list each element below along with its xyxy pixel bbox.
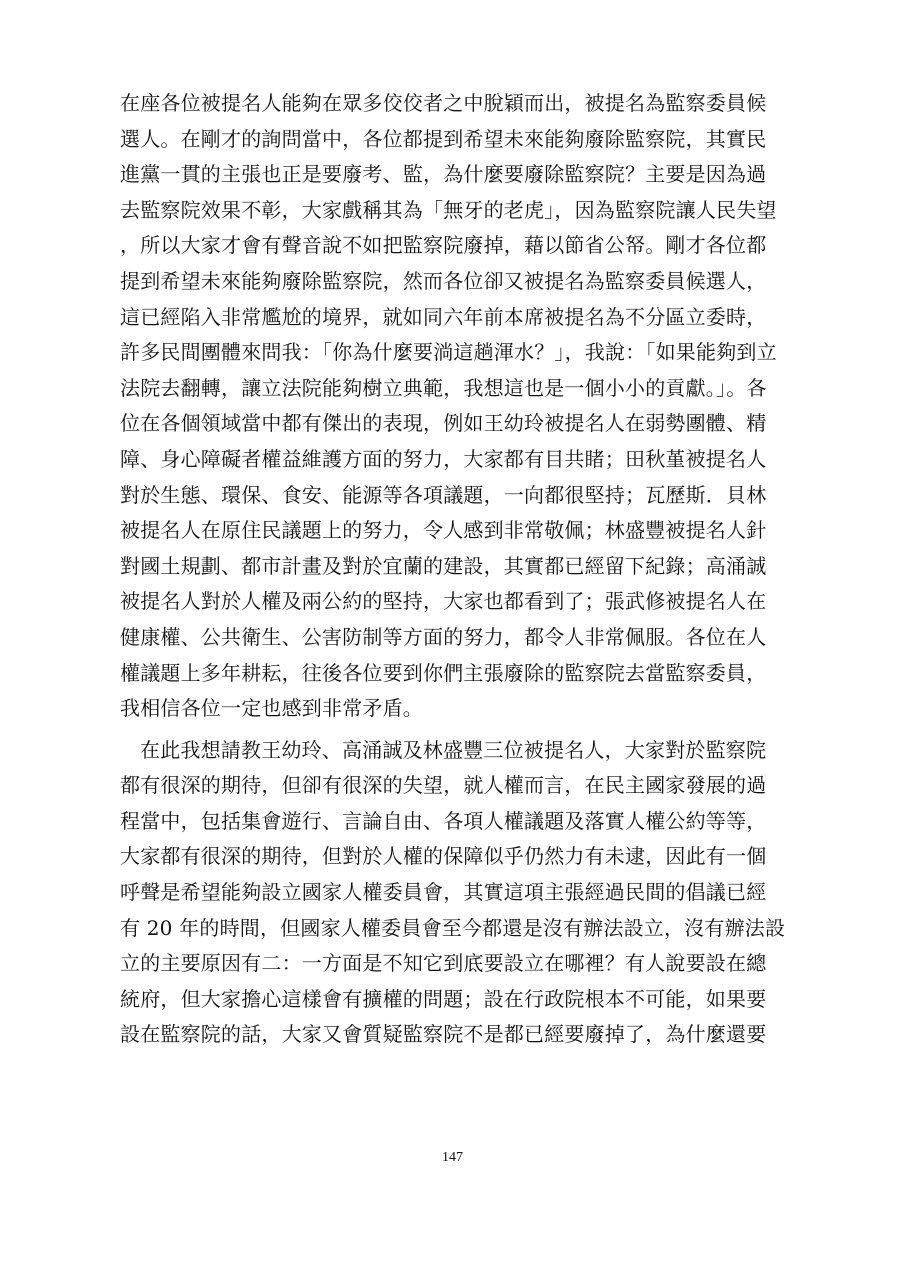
text-line: 立的主要原因有二：一方面是不知它到底要設立在哪裡？有人說要設在總	[120, 951, 767, 976]
paragraph-2	[120, 733, 808, 1053]
text-line: 程當中，包括集會遊行、言論自由、各項人權議題及落實人權公約等等，	[120, 808, 767, 833]
text-line: 在此我想請教王幼玲、高涌誠及林盛豐三位被提名人，大家對於監察院	[140, 737, 767, 762]
text-line: 權議題上多年耕耘，往後各位要到你們主張廢除的監察院去當監察委員，	[120, 660, 767, 685]
text-line: 進黨一貫的主張也正是要廢考、監，為什麼要廢除監察院？主要是因為過	[120, 162, 767, 187]
body-text	[120, 86, 808, 1053]
text-line: 位在各個領域當中都有傑出的表現，例如王幼玲被提名人在弱勢團體、精	[120, 411, 767, 436]
text-line: ，所以大家才會有聲音說不如把監察院廢掉，藉以節省公帑。剛才各位都	[120, 233, 767, 258]
text-line: 被提名人對於人權及兩公約的堅持，大家也都看到了；張武修被提名人在	[120, 589, 767, 614]
text-line: 設在監察院的話，大家又會質疑監察院不是都已經要廢掉了，為什麼還要	[120, 1022, 767, 1047]
text-line: 對於生態、環保、食安、能源等各項議題，一向都很堅持；瓦歷斯．貝林	[120, 482, 767, 507]
text-line: 去監察院效果不彰，大家戲稱其為「無牙的老虎」，因為監察院讓人民失望	[120, 197, 777, 222]
text-line: 這已經陷入非常尷尬的境界，就如同六年前本席被提名為不分區立委時，	[120, 304, 767, 329]
text-line: 統府，但大家擔心這樣會有擴權的問題；設在行政院根本不可能，如果要	[120, 986, 767, 1011]
text-line: 都有很深的期待，但卻有很深的失望，就人權而言，在民主國家發展的過	[120, 773, 767, 798]
text-line: 大家都有很深的期待，但對於人權的保障似乎仍然力有未逮，因此有一個	[120, 844, 767, 869]
text-line: 選人。在剛才的詢問當中，各位都提到希望未來能夠廢除監察院，其實民	[120, 126, 767, 151]
text-line: 法院去翻轉，讓立法院能夠樹立典範，我想這也是一個小小的貢獻。」。各	[120, 375, 767, 400]
text-line: 有 20 年的時間，但國家人權委員會至今都還是沒有辦法設立，沒有辦法設	[120, 915, 786, 940]
text-line: 對國土規劃、都市計畫及對於宜蘭的建設，其實都已經留下紀錄；高涌誠	[120, 553, 767, 578]
text-line: 我相信各位一定也感到非常矛盾。	[120, 696, 423, 721]
text-line: 提到希望未來能夠廢除監察院，然而各位卻又被提名為監察委員候選人，	[120, 268, 767, 293]
page-number: 147	[442, 1150, 463, 1165]
text-line: 在座各位被提名人能夠在眾多佼佼者之中脫穎而出，被提名為監察委員候	[120, 91, 767, 115]
text-line: 被提名人在原住民議題上的努力，令人感到非常敬佩；林盛豐被提名人針	[120, 518, 767, 543]
text-line: 呼聲是希望能夠設立國家人權委員會，其實這項主張經過民間的倡議已經	[120, 880, 767, 905]
text-line: 許多民間團體來問我：「你為什麼要淌這趟渾水？」，我說：「如果能夠到立	[120, 340, 777, 365]
text-line: 障、身心障礙者權益維護方面的努力，大家都有目共睹；田秋堇被提名人	[120, 446, 767, 471]
text-line: 健康權、公共衛生、公害防制等方面的努力，都令人非常佩服。各位在人	[120, 624, 767, 649]
paragraph-1	[120, 86, 808, 727]
